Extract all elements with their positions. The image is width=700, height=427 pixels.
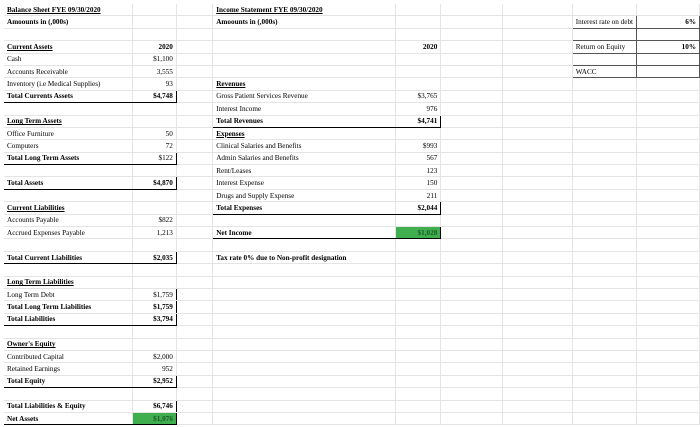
- owners-equity-heading[interactable]: Owner's Equity: [4, 338, 132, 350]
- inventory-label[interactable]: Inventory (i.e Medical Supplies): [4, 78, 132, 90]
- long-term-assets-heading[interactable]: Long Term Assets: [4, 115, 132, 127]
- total-liabilities-equity-value[interactable]: $6,746: [132, 400, 176, 412]
- balance-sheet-title[interactable]: Balance Sheet FYE 09/30/2020: [4, 4, 132, 16]
- cash-label[interactable]: Cash: [4, 53, 132, 65]
- total-revenues-label[interactable]: Total Revenues: [213, 115, 395, 127]
- accrued-expenses-label[interactable]: Accrued Expenses Payable: [4, 227, 132, 239]
- retained-earnings-value[interactable]: 952: [132, 363, 176, 375]
- drugs-supply-label[interactable]: Drugs and Supply Expense: [213, 189, 395, 201]
- long-term-liabilities-heading[interactable]: Long Term Liabilities: [4, 276, 132, 288]
- contributed-capital-label[interactable]: Contributed Capital: [4, 350, 132, 362]
- balance-sheet-units[interactable]: Amoounts in (,000s): [4, 16, 132, 28]
- accrued-expenses-value[interactable]: 1,213: [132, 227, 176, 239]
- admin-salaries-value[interactable]: 567: [395, 152, 441, 164]
- interest-income-label[interactable]: Interest Income: [213, 103, 395, 115]
- interest-expense-label[interactable]: Interest Expense: [213, 177, 395, 189]
- rent-leases-label[interactable]: Rent/Leases: [213, 165, 395, 177]
- clinical-salaries-value[interactable]: $993: [395, 140, 441, 152]
- total-long-term-liabilities-label[interactable]: Total Long Term Liabilities: [4, 301, 132, 313]
- total-current-liabilities-label[interactable]: Total Current Liabilities: [4, 251, 132, 263]
- accounts-payable-label[interactable]: Accounts Payable: [4, 214, 132, 226]
- total-long-term-liabilities-value[interactable]: $1,759: [132, 301, 176, 313]
- ratio-wacc-value[interactable]: [637, 65, 700, 77]
- cash-value[interactable]: $1,100: [132, 53, 176, 65]
- interest-income-value[interactable]: 976: [395, 103, 441, 115]
- net-assets-label[interactable]: Net Assets: [4, 412, 132, 424]
- accounts-receivable-value[interactable]: 3,555: [132, 65, 176, 77]
- contributed-capital-value[interactable]: $2,000: [132, 350, 176, 362]
- gross-patient-revenue-label[interactable]: Gross Patient Services Revenue: [213, 90, 395, 102]
- admin-salaries-label[interactable]: Admin Salaries and Benefits: [213, 152, 395, 164]
- total-liabilities-equity-label[interactable]: Total Liabilities & Equity: [4, 400, 132, 412]
- income-statement-units[interactable]: Amoounts in (,000s): [213, 16, 395, 28]
- office-furniture-value[interactable]: 50: [132, 127, 176, 139]
- net-assets-value[interactable]: $1,076: [132, 412, 176, 424]
- total-long-term-assets-label[interactable]: Total Long Term Assets: [4, 152, 132, 164]
- total-equity-label[interactable]: Total Equity: [4, 375, 132, 387]
- net-income-label[interactable]: Net Income: [213, 227, 395, 239]
- interest-expense-value[interactable]: 150: [395, 177, 441, 189]
- office-furniture-label[interactable]: Office Furniture: [4, 127, 132, 139]
- expenses-heading[interactable]: Expenses: [213, 127, 395, 139]
- total-equity-value[interactable]: $2,952: [132, 375, 176, 387]
- balance-sheet-year[interactable]: 2020: [132, 41, 176, 53]
- rent-leases-value[interactable]: 123: [395, 165, 441, 177]
- ratio-roe-value[interactable]: 10%: [637, 41, 700, 53]
- financial-statements-table: [4, 4, 700, 425]
- tax-note[interactable]: Tax rate 0% due to Non-profit designation: [213, 251, 395, 263]
- retained-earnings-label[interactable]: Retained Earnings: [4, 363, 132, 375]
- clinical-salaries-label[interactable]: Clinical Salaries and Benefits: [213, 140, 395, 152]
- total-expenses-label[interactable]: Total Expenses: [213, 202, 395, 214]
- current-liabilities-heading[interactable]: Current Liabilities: [4, 202, 132, 214]
- ratio-roe-label[interactable]: Return on Equity: [572, 41, 636, 53]
- gross-patient-revenue-value[interactable]: $3,765: [395, 90, 441, 102]
- total-liabilities-value[interactable]: $3,794: [132, 313, 176, 325]
- drugs-supply-value[interactable]: 211: [395, 189, 441, 201]
- total-current-liabilities-value[interactable]: $2,035: [132, 251, 176, 263]
- ratio-interest-label[interactable]: Interest rate on debt: [572, 16, 636, 28]
- total-assets-label[interactable]: Total Assets: [4, 177, 132, 189]
- total-current-assets-label[interactable]: Total Currents Assets: [4, 90, 132, 102]
- total-assets-value[interactable]: $4,870: [132, 177, 176, 189]
- total-long-term-assets-value[interactable]: $122: [132, 152, 176, 164]
- accounts-receivable-label[interactable]: Accounts Receivable: [4, 65, 132, 77]
- total-expenses-value[interactable]: $2,044: [395, 202, 441, 214]
- ratio-interest-value[interactable]: 6%: [637, 16, 700, 28]
- inventory-value[interactable]: 93: [132, 78, 176, 90]
- total-liabilities-label[interactable]: Total Liabilities: [4, 313, 132, 325]
- total-revenues-value[interactable]: $4,741: [395, 115, 441, 127]
- net-income-value[interactable]: $1,028: [395, 227, 441, 239]
- income-statement-year[interactable]: 2020: [395, 41, 441, 53]
- computers-label[interactable]: Computers: [4, 140, 132, 152]
- long-term-debt-label[interactable]: Long Term Debt: [4, 288, 132, 300]
- revenues-heading[interactable]: Revenues: [213, 78, 395, 90]
- accounts-payable-value[interactable]: $822: [132, 214, 176, 226]
- computers-value[interactable]: 72: [132, 140, 176, 152]
- total-current-assets-value[interactable]: $4,748: [132, 90, 176, 102]
- ratio-wacc-label[interactable]: WACC: [572, 65, 636, 77]
- current-assets-heading[interactable]: Current Assets: [4, 41, 132, 53]
- long-term-debt-value[interactable]: $1,759: [132, 288, 176, 300]
- income-statement-title[interactable]: Income Statement FYE 09/30/2020: [213, 4, 395, 16]
